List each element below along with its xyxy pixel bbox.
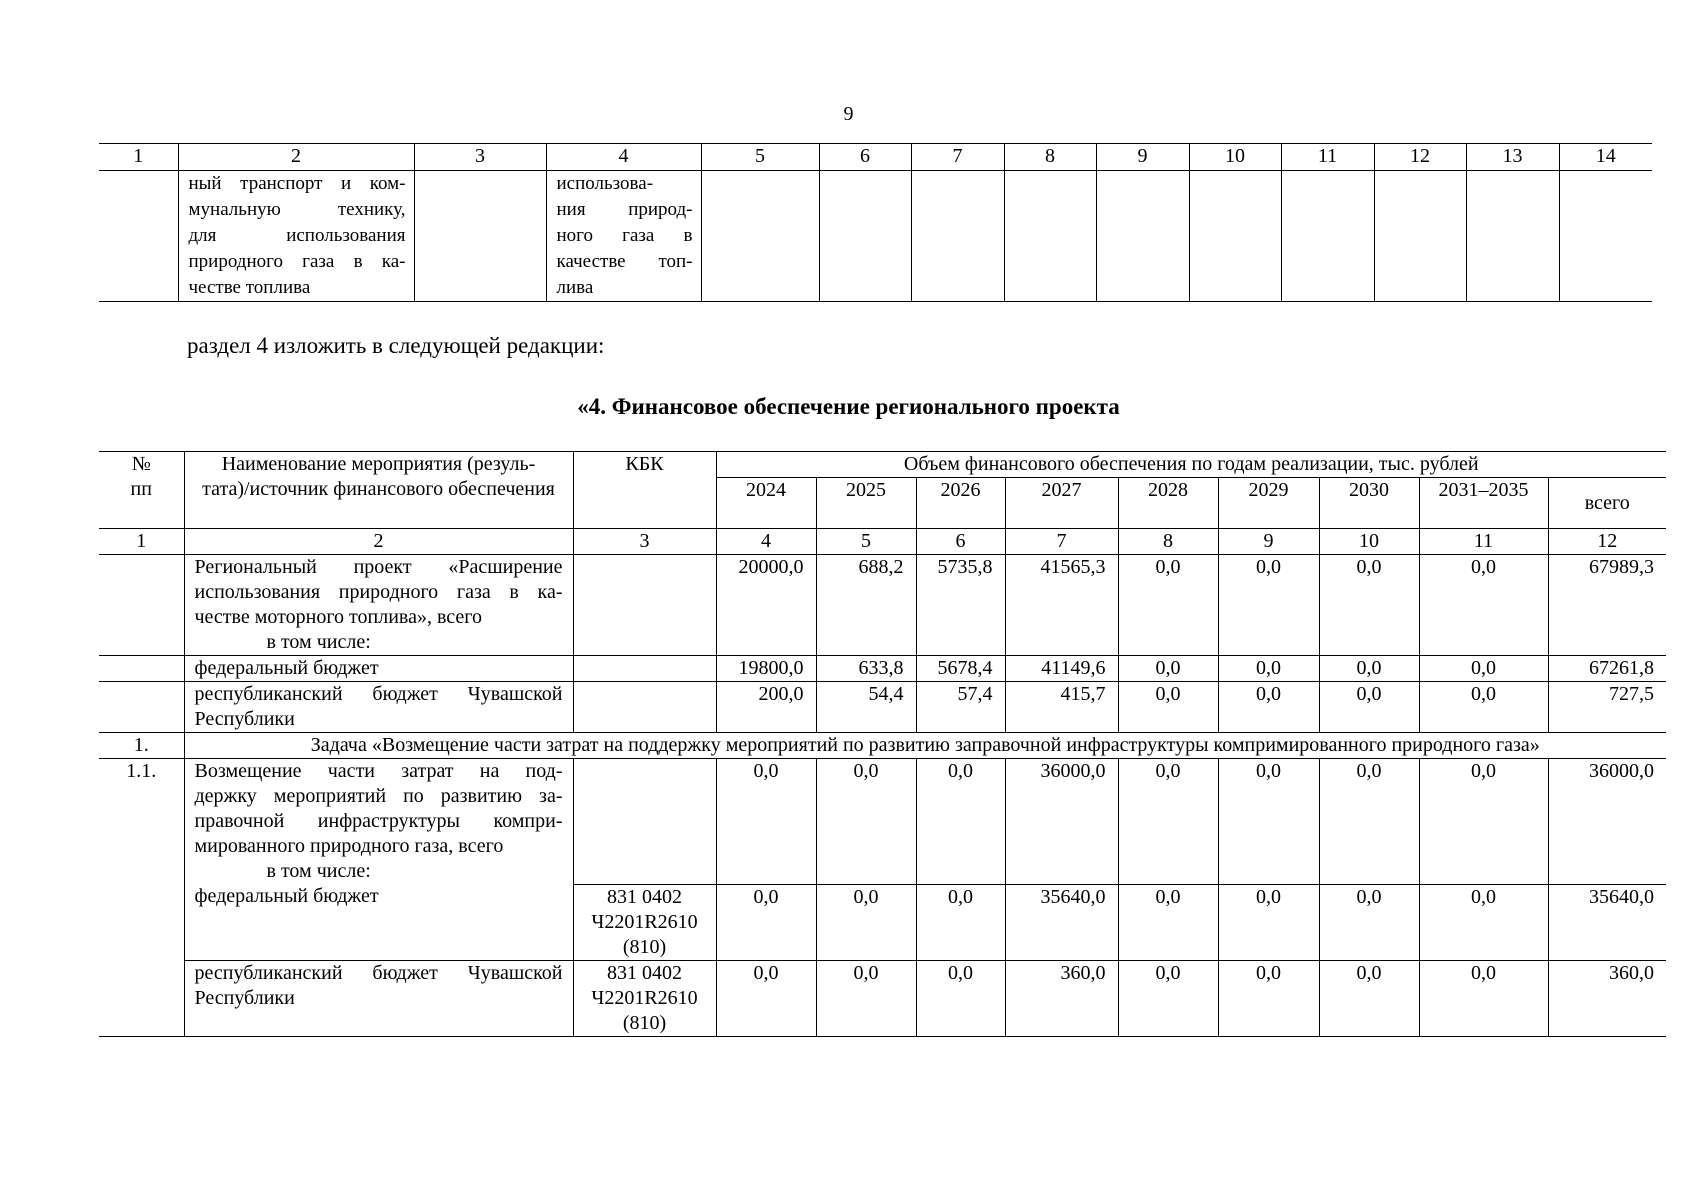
value-cell: 0,0 xyxy=(1319,682,1419,733)
empty-cell xyxy=(1004,171,1096,302)
kbk-line: Ч2201R2610 xyxy=(591,986,698,1009)
value-cell: 0,0 xyxy=(1419,759,1548,885)
value-cell: 0,0 xyxy=(1319,884,1419,960)
header-row xyxy=(99,452,1666,478)
kbk-line: 831 0402 xyxy=(607,961,682,984)
value-cell: 35640,0 xyxy=(1548,884,1666,960)
task-row xyxy=(99,733,1666,759)
empty-cell xyxy=(1281,171,1374,302)
col-num: 13 xyxy=(1466,144,1559,171)
value-cell: 0,0 xyxy=(716,960,816,1036)
col-num: 5 xyxy=(816,529,916,555)
text-line: республиканский бюджет Чувашской xyxy=(194,683,563,705)
col-num: 4 xyxy=(716,529,816,555)
col-num: 8 xyxy=(1118,529,1218,555)
value-cell: 0,0 xyxy=(1118,555,1218,656)
col-num: 6 xyxy=(819,144,911,171)
value-cell: 633,8 xyxy=(816,656,916,682)
row-num xyxy=(99,656,184,682)
row-num xyxy=(99,555,184,656)
page-number: 9 xyxy=(843,103,854,125)
value-cell: 0,0 xyxy=(1118,884,1218,960)
value-cell: 0,0 xyxy=(1118,682,1218,733)
empty-cell xyxy=(911,171,1004,302)
text-line: Республики xyxy=(194,986,295,1009)
empty-cell xyxy=(414,171,546,302)
text-line: правочной инфраструктуры компри- xyxy=(194,810,563,832)
col-num: 3 xyxy=(573,529,716,555)
kbk-header: КБК xyxy=(573,452,716,529)
col-num: 8 xyxy=(1004,144,1096,171)
text-line: ния природ- xyxy=(556,199,693,220)
row-name xyxy=(184,656,573,682)
text-line: ный транспорт и ком- xyxy=(188,173,406,194)
value-cell: 0,0 xyxy=(1218,960,1319,1036)
col-num: 10 xyxy=(1319,529,1419,555)
text-line: Региональный проект «Расширение xyxy=(194,556,563,578)
kbk-line: (810) xyxy=(622,1011,667,1034)
value-cell: 0,0 xyxy=(816,884,916,960)
text-line: федеральный бюджет xyxy=(194,885,379,907)
name-header: Наименование мероприятия (резуль-тата)/источник финансового обеспечения xyxy=(184,452,573,529)
value-cell: 41565,3 xyxy=(1005,555,1118,656)
col-num: 1 xyxy=(99,144,178,171)
year-header: 2031–2035 xyxy=(1419,478,1548,529)
text-line: мунальную технику, xyxy=(188,199,406,220)
row-name xyxy=(184,682,573,733)
value-cell: 727,5 xyxy=(1548,682,1666,733)
value-cell: 200,0 xyxy=(716,682,816,733)
col-num: 9 xyxy=(1096,144,1189,171)
empty-cell xyxy=(819,171,911,302)
text-line: в том числе: xyxy=(266,860,371,882)
col-num: 2 xyxy=(178,144,414,171)
value-cell: 0,0 xyxy=(1319,555,1419,656)
value-cell: 360,0 xyxy=(1005,960,1118,1036)
value-cell: 0,0 xyxy=(916,960,1005,1036)
row-kbk xyxy=(573,682,716,733)
col-num: 11 xyxy=(1419,529,1548,555)
value-cell: 0,0 xyxy=(716,884,816,960)
col-num: 11 xyxy=(1281,144,1374,171)
row-kbk xyxy=(573,884,716,960)
task-num: 1. xyxy=(99,733,184,759)
value-cell: 36000,0 xyxy=(1005,759,1118,885)
indicator-description-cell xyxy=(546,171,701,302)
col-num: 9 xyxy=(1218,529,1319,555)
target-description-cell xyxy=(178,171,414,302)
row-name xyxy=(184,759,573,885)
col-num: 10 xyxy=(1189,144,1281,171)
text-line: республиканский бюджет Чувашской xyxy=(194,961,563,984)
year-header: 2028 xyxy=(1118,478,1218,529)
table-row xyxy=(99,555,1666,656)
value-cell: 0,0 xyxy=(1218,884,1319,960)
value-cell: 0,0 xyxy=(1419,960,1548,1036)
col-num: 6 xyxy=(916,529,1005,555)
text-line: качестве топ- xyxy=(556,251,693,272)
col-num: 12 xyxy=(1374,144,1466,171)
text-line: мированного природного газа, всего xyxy=(194,835,504,857)
year-header: 2025 xyxy=(816,478,916,529)
text-line: использования природного газа в ка- xyxy=(194,581,563,603)
value-cell: 0,0 xyxy=(1218,759,1319,885)
value-cell: 0,0 xyxy=(1319,960,1419,1036)
value-cell: 415,7 xyxy=(1005,682,1118,733)
value-cell: 0,0 xyxy=(1118,656,1218,682)
value-cell: 0,0 xyxy=(716,759,816,885)
kbk-line: 831 0402 xyxy=(607,885,682,908)
section-title: «4. Финансовое обеспечение регионального проекта xyxy=(577,394,1120,419)
kbk-line: (810) xyxy=(622,935,667,958)
value-cell: 688,2 xyxy=(816,555,916,656)
table-row xyxy=(99,759,1666,885)
value-cell: 5678,4 xyxy=(916,656,1005,682)
value-cell: 67261,8 xyxy=(1548,656,1666,682)
row-kbk xyxy=(573,759,716,885)
value-cell: 0,0 xyxy=(1419,682,1548,733)
year-header: 2030 xyxy=(1319,478,1419,529)
value-cell: 19800,0 xyxy=(716,656,816,682)
empty-cell xyxy=(1189,171,1281,302)
value-cell: 20000,0 xyxy=(716,555,816,656)
empty-cell xyxy=(701,171,819,302)
total-header: всего xyxy=(1548,478,1666,529)
empty-cell xyxy=(99,171,178,302)
value-cell: 0,0 xyxy=(1218,656,1319,682)
table-row xyxy=(99,656,1666,682)
column-number-row xyxy=(99,144,1652,171)
text-line: Республики xyxy=(194,708,295,730)
text-line: использова- xyxy=(556,173,654,194)
value-cell: 5735,8 xyxy=(916,555,1005,656)
col-num: 3 xyxy=(414,144,546,171)
text-line: лива xyxy=(556,277,594,298)
year-header: 2026 xyxy=(916,478,1005,529)
value-cell: 54,4 xyxy=(816,682,916,733)
empty-cell xyxy=(1466,171,1559,302)
value-cell: 0,0 xyxy=(916,759,1005,885)
value-cell: 0,0 xyxy=(1419,884,1548,960)
text-line: держку мероприятий по развитию за- xyxy=(194,785,563,807)
value-cell: 41149,6 xyxy=(1005,656,1118,682)
text-line: для использования xyxy=(188,225,406,246)
col-num: 2 xyxy=(184,529,573,555)
col-num: 7 xyxy=(911,144,1004,171)
financial-table xyxy=(99,451,1666,1037)
table-row xyxy=(99,682,1666,733)
text-line: Возмещение части затрат на под- xyxy=(194,760,563,782)
value-cell: 0,0 xyxy=(1118,960,1218,1036)
continuation-row xyxy=(99,171,1652,302)
value-cell: 0,0 xyxy=(1419,656,1548,682)
task-text: Задача «Возмещение части затрат на поддержку мероприятий по развитию заправочной инфраструктуры компримированного природного газа» xyxy=(184,733,1666,759)
value-cell: 0,0 xyxy=(816,960,916,1036)
row-name xyxy=(184,555,573,656)
col-num: 14 xyxy=(1559,144,1652,171)
table-row xyxy=(99,884,1666,960)
value-cell: 35640,0 xyxy=(1005,884,1118,960)
value-cell: 0,0 xyxy=(1218,682,1319,733)
empty-cell xyxy=(1374,171,1466,302)
empty-cell xyxy=(1559,171,1652,302)
row-kbk xyxy=(573,555,716,656)
year-header: 2027 xyxy=(1005,478,1118,529)
col-num: 7 xyxy=(1005,529,1118,555)
text-line: в том числе: xyxy=(266,631,371,653)
value-cell: 0,0 xyxy=(816,759,916,885)
value-cell: 67989,3 xyxy=(1548,555,1666,656)
text-line: федеральный бюджет xyxy=(194,657,379,679)
col-num: 4 xyxy=(546,144,701,171)
row-kbk xyxy=(573,656,716,682)
num-header: № пп xyxy=(99,452,184,529)
continuation-table xyxy=(99,143,1652,302)
kbk-line: Ч2201R2610 xyxy=(591,910,698,933)
row-kbk xyxy=(573,960,716,1036)
col-num: 5 xyxy=(701,144,819,171)
row-name xyxy=(184,884,573,960)
text-line: честве топлива xyxy=(188,277,311,298)
row-num xyxy=(99,682,184,733)
table-row xyxy=(99,960,1666,1036)
value-cell: 0,0 xyxy=(1319,759,1419,885)
col-num: 12 xyxy=(1548,529,1666,555)
column-number-row xyxy=(99,529,1666,555)
value-cell: 360,0 xyxy=(1548,960,1666,1036)
row-num: 1.1. xyxy=(99,759,184,1037)
volume-header: Объем финансового обеспечения по годам реализации, тыс. рублей xyxy=(716,452,1666,478)
row-name xyxy=(184,960,573,1036)
value-cell: 57,4 xyxy=(916,682,1005,733)
year-header: 2024 xyxy=(716,478,816,529)
value-cell: 0,0 xyxy=(1118,759,1218,885)
value-cell: 0,0 xyxy=(916,884,1005,960)
year-header: 2029 xyxy=(1218,478,1319,529)
value-cell: 0,0 xyxy=(1419,555,1548,656)
value-cell: 0,0 xyxy=(1319,656,1419,682)
text-line: честве моторного топлива», всего xyxy=(194,606,482,628)
instruction-text: раздел 4 изложить в следующей редакции: xyxy=(187,333,605,358)
empty-cell xyxy=(1096,171,1189,302)
value-cell: 36000,0 xyxy=(1548,759,1666,885)
text-line: ного газа в xyxy=(556,225,693,246)
col-num: 1 xyxy=(99,529,184,555)
text-line: природного газа в ка- xyxy=(188,251,406,272)
value-cell: 0,0 xyxy=(1218,555,1319,656)
